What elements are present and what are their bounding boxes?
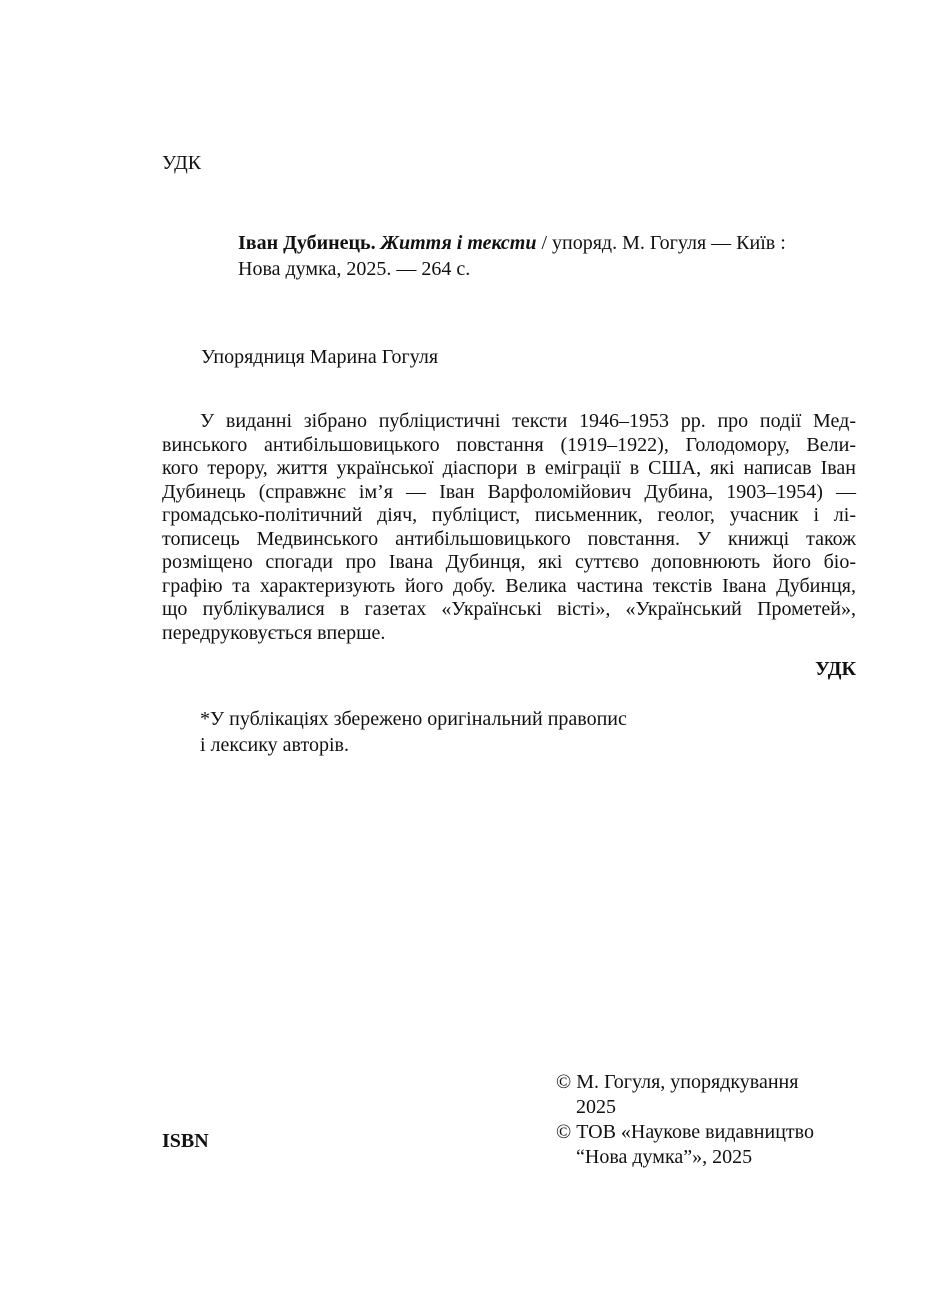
abstract-line: кого терору, життя української діаспори в еміграції в США, які написав Іван (162, 457, 856, 479)
abstract-line: У виданні зібрано публіцистичні тексти 1946–1953 рр. про події Мед- (200, 410, 856, 432)
bib-publisher: Нова думка, 2025. — 264 с. (238, 258, 471, 280)
abstract-line: винського антибільшовицького повстання (1919–1922), Голодомору, Вели- (162, 433, 856, 456)
bib-title: Життя і тексти (380, 232, 537, 254)
compiler-line: Упорядниця Марина Гогуля (201, 346, 439, 368)
bib-details: / упоряд. М. Гогуля — Київ : (536, 232, 786, 254)
udk-label-top: УДК (162, 152, 202, 174)
isbn-label: ISBN (162, 1130, 209, 1152)
abstract-line: передруковується вперше. (162, 621, 386, 644)
note-line-2: і лексику авторів. (200, 734, 349, 756)
copyright-line-2: 2025 (576, 1096, 616, 1118)
copyright-line-1: © М. Гогуля, упорядкування (556, 1071, 799, 1093)
spelling-note (200, 706, 627, 758)
bibliographic-record (238, 230, 858, 282)
note-line-1: *У публікаціях збережено оригінальний правопис (200, 708, 627, 730)
abstract-line: графію та характеризують його добу. Велика частина текстів Івана Дубинця, (162, 574, 856, 597)
abstract-line: розміщено спогади про Івана Дубинця, які суттєво доповнюють його біо- (162, 551, 856, 573)
copyright-block (556, 1070, 814, 1170)
abstract-line: тописець Медвинського антибільшовицького повстання. У книжці також (162, 527, 856, 550)
abstract-paragraph (162, 410, 856, 645)
bib-author: Іван Дубинець. (238, 232, 376, 254)
copyright-line-4: “Нова думка”», 2025 (576, 1146, 753, 1168)
abstract-line: Дубинець (справжнє ім’я — Іван Варфоломійович Дубина, 1903–1954) — (162, 480, 856, 503)
udk-label-right: УДК (815, 658, 856, 680)
copyright-line-3: © ТОВ «Наукове видавництво (556, 1121, 814, 1143)
abstract-line: громадсько-політичний діяч, публіцист, письменник, геолог, учасник і лі- (162, 504, 856, 526)
abstract-line: що публікувалися в газетах «Українські вісті», «Український Прометей», (162, 598, 856, 620)
